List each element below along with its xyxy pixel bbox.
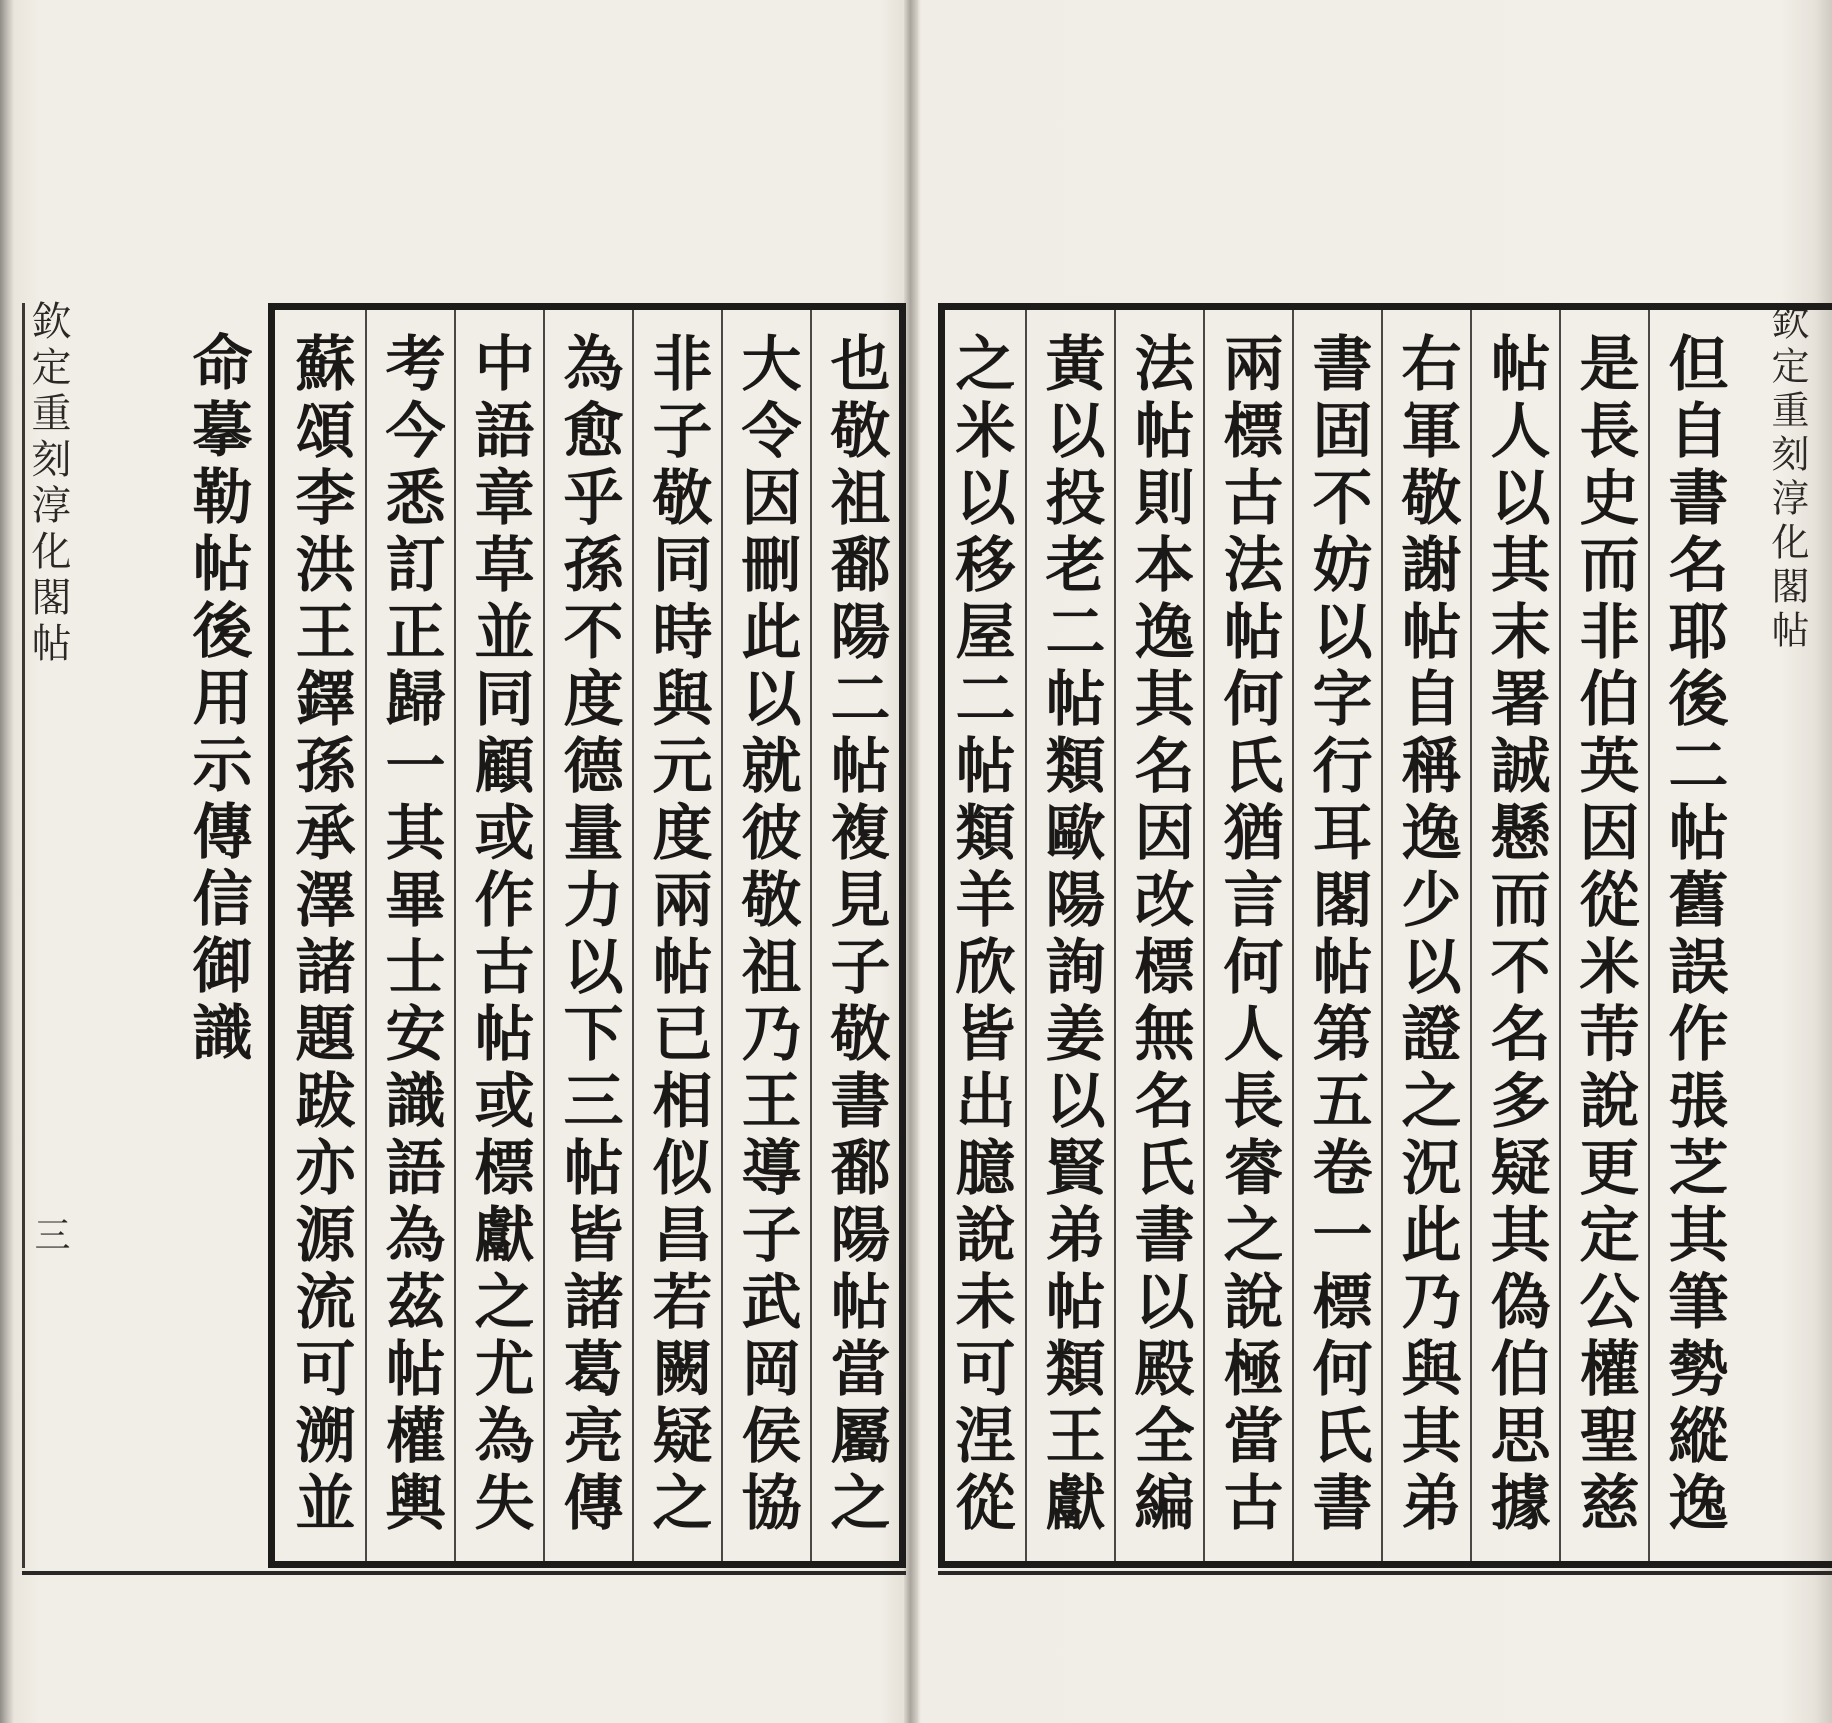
column-text: 帖人以其末署誠懸而不名多疑其偽伯思據 — [1480, 332, 1551, 1538]
column-text: 書固不妨以字行耳閣帖第五卷一標何氏書 — [1302, 332, 1373, 1538]
column-text: 兩標古法帖何氏猶言何人長睿之說極當古 — [1213, 332, 1284, 1538]
column-text: 為愈乎孫不度德量力以下三帖皆諸葛亮傳 — [553, 332, 624, 1538]
column-text: 是長史而非伯英因從米芾說更定公權聖慈 — [1569, 332, 1640, 1538]
column-text: 考今悉訂正歸一其畢士安識語為茲帖權輿 — [375, 332, 446, 1538]
right-columns — [945, 310, 1737, 1561]
column-text: 中語章草並同顧或作古帖或標獻之尤為失 — [464, 332, 535, 1538]
left-bottom-rule — [22, 1571, 906, 1575]
left-page — [0, 0, 910, 1723]
right-page — [918, 0, 1832, 1723]
text-column — [276, 310, 365, 1561]
text-column-outside — [170, 303, 265, 1568]
column-text: 黃以投老二帖類歐陽詢姜以賢弟帖類王獻 — [1035, 332, 1106, 1538]
text-column — [632, 310, 721, 1561]
column-text: 但自書名耶後二帖舊誤作張芝其筆勢縱逸 — [1658, 332, 1729, 1538]
leaf-number: 三 — [29, 1216, 70, 1252]
text-column — [365, 310, 454, 1561]
column-text: 非子敬同時與元度兩帖已相似昌若闕疑之 — [642, 332, 713, 1538]
text-column — [1559, 310, 1648, 1561]
text-column — [1203, 310, 1292, 1561]
text-column — [543, 310, 632, 1561]
right-bottom-rule — [938, 1571, 1832, 1575]
text-column — [1114, 310, 1203, 1561]
right-margin-title: 欽定重刻淳化閣帖 — [1765, 302, 1809, 654]
text-column — [810, 310, 899, 1561]
left-columns — [275, 310, 899, 1561]
left-text-frame — [268, 303, 906, 1568]
text-column — [721, 310, 810, 1561]
column-text: 蘇頌李洪王鐸孫承澤諸題跋亦源流可溯並 — [285, 332, 356, 1538]
left-margin-title: 欽定重刻淳化閣帖 — [25, 300, 71, 668]
column-text: 也敬祖鄱陽二帖複見子敬書鄱陽帖當屬之 — [820, 332, 891, 1538]
text-column — [936, 310, 1025, 1561]
column-text: 之米以移屋二帖類羊欣皆出臆說未可涅從 — [945, 332, 1016, 1538]
text-column — [1648, 310, 1737, 1561]
text-column — [1025, 310, 1114, 1561]
text-column — [1470, 310, 1559, 1561]
right-text-frame — [938, 303, 1832, 1568]
column-text: 命摹勒帖後用示傳信御識 — [182, 331, 253, 1068]
text-column — [1381, 310, 1470, 1561]
column-text: 右軍敬謝帖自稱逸少以證之況此乃與其弟 — [1391, 332, 1462, 1538]
text-column — [454, 310, 543, 1561]
column-text: 法帖則本逸其名因改標無名氏書以殿全編 — [1124, 332, 1195, 1538]
text-column — [1292, 310, 1381, 1561]
column-text: 大令因刪此以就彼敬祖乃王導子武岡侯協 — [731, 332, 802, 1538]
